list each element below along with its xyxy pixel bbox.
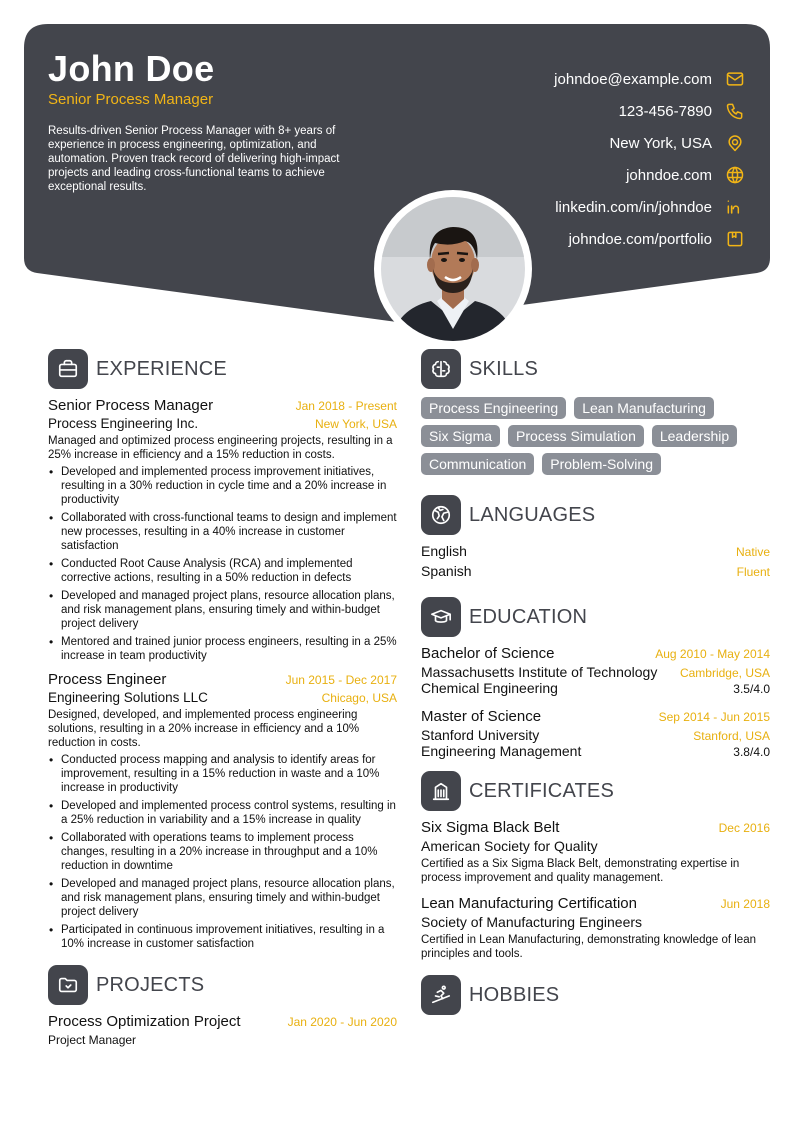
- skill-tag: Problem-Solving: [542, 453, 661, 475]
- language-name: English: [421, 543, 467, 559]
- job-bullet: • Participated in continuous improvement initiatives, resulting in a 10% increase in customer satisfaction: [48, 923, 397, 951]
- contact-linkedin[interactable]: [554, 191, 746, 223]
- experience-title: EXPERIENCE: [96, 357, 227, 380]
- job-location: New York, USA: [314, 417, 397, 431]
- certificate-org: Society of Manufacturing Engineers: [421, 914, 643, 930]
- skill-tag: Communication: [421, 453, 534, 475]
- contact-email-text[interactable]: johndoe@example.com: [554, 70, 712, 88]
- building-icon: [421, 771, 461, 811]
- job-bullet: • Developed and managed project plans, resource allocation plans, and risk management plans, ensuring timely and within-budget project delivery: [48, 877, 397, 919]
- resume-header: [24, 24, 770, 324]
- contact-portfolio-text[interactable]: johndoe.com/portfolio: [568, 230, 712, 248]
- phone-icon: [724, 100, 746, 122]
- skill-tag: Lean Manufacturing: [574, 397, 714, 419]
- contact-linkedin-text[interactable]: linkedin.com/in/johndoe: [555, 198, 712, 216]
- language-level: Native: [735, 545, 770, 559]
- degree-name: Bachelor of Science: [421, 645, 555, 662]
- language-row: [421, 543, 770, 563]
- skiing-icon: [421, 975, 461, 1015]
- job-title: Senior Process Manager: [48, 397, 214, 414]
- folder-icon: [48, 965, 88, 1005]
- certificate-name: Lean Manufacturing Certification: [421, 895, 637, 912]
- hobbies-section-header: [421, 975, 770, 1015]
- skills-title: SKILLS: [469, 357, 539, 380]
- linkedin-icon: [724, 196, 746, 218]
- job-bullet: • Collaborated with cross-functional teams to design and implement new processes, resulting in a 40% increase in customer satisfaction: [48, 511, 397, 553]
- education-entry: [421, 645, 770, 696]
- job-company: Engineering Solutions LLC: [48, 690, 208, 705]
- certificate-date: Jun 2018: [720, 897, 770, 911]
- certificate-date: Dec 2016: [718, 821, 770, 835]
- profile-photo: [374, 190, 532, 348]
- languages-section-header: [421, 495, 770, 535]
- project-entry: [48, 1013, 397, 1047]
- contact-location-text: New York, USA: [609, 134, 712, 152]
- job-bullet: • Developed and implemented process control systems, resulting in a 25% reduction in variability and a 15% increase in quality: [48, 799, 397, 827]
- skill-tag: Leadership: [652, 425, 737, 447]
- certificate-description: Certified as a Six Sigma Black Belt, demonstrating expertise in process improvement and quality management.: [421, 858, 740, 884]
- gpa: 3.8/4.0: [733, 745, 770, 759]
- certificate-name: Six Sigma Black Belt: [421, 819, 560, 836]
- projects-title: PROJECTS: [96, 973, 205, 996]
- job-bullet: • Conducted process mapping and analysis to identify areas for improvement, resulting in a 15% reduction in waste and a 10% increase in productivity: [48, 753, 397, 795]
- languages-list: [421, 543, 770, 583]
- profile-photo-image: [381, 197, 525, 341]
- school-name: Massachusetts Institute of Technology: [421, 664, 658, 680]
- job-bullet: • Collaborated with operations teams to implement process changes, resulting in a 20% increase in throughput and a 10% reduction in downtime: [48, 831, 397, 873]
- language-level: Fluent: [736, 565, 770, 579]
- profile-summary: Results-driven Senior Process Manager with 8+ years of experience in process engineering, optimization, and automation. Proven track record of delivering high-impact projects and leading cross-functional teams to achieve exceptional results.: [48, 125, 340, 193]
- briefcase-icon: [48, 349, 88, 389]
- education-date: Aug 2010 - May 2014: [655, 647, 770, 661]
- right-column: [421, 349, 770, 1023]
- language-row: [421, 563, 770, 583]
- job-bullets: [48, 753, 397, 951]
- job-description: Managed and optimized process engineering projects, resulting in a 25% increase in efficiency and a 15% reduction in costs.: [48, 435, 393, 461]
- certificate-description: Certified in Lean Manufacturing, demonstrating knowledge of lean principles and tools.: [421, 934, 756, 960]
- contact-list: [554, 63, 746, 255]
- contact-portfolio[interactable]: [554, 223, 746, 255]
- job-entry: [48, 671, 397, 951]
- location-pin-icon: [724, 132, 746, 154]
- certificates-section-header: [421, 771, 770, 811]
- contact-website-text[interactable]: johndoe.com: [626, 166, 712, 184]
- project-name: Process Optimization Project: [48, 1013, 241, 1030]
- skills-list: [421, 397, 751, 481]
- skills-section-header: [421, 349, 770, 389]
- job-description: Designed, developed, and implemented process engineering solutions, resulting in a 20% increase in efficiency and a 10% reduction in costs.: [48, 709, 360, 749]
- gpa: 3.5/4.0: [733, 682, 770, 696]
- education-title: EDUCATION: [469, 605, 588, 628]
- contact-phone-text[interactable]: 123-456-7890: [618, 102, 712, 120]
- education-section-header: [421, 597, 770, 637]
- contact-phone[interactable]: [554, 95, 746, 127]
- projects-section-header: [48, 965, 397, 1005]
- job-location: Chicago, USA: [321, 691, 397, 705]
- experience-section-header: [48, 349, 397, 389]
- job-bullet: • Developed and implemented process improvement initiatives, resulting in a 30% reduction in cycle time and a 20% increase in productivity: [48, 465, 397, 507]
- skill-tag: Process Engineering: [421, 397, 566, 419]
- skill-tag: Process Simulation: [508, 425, 644, 447]
- field-of-study: Chemical Engineering: [421, 680, 558, 696]
- job-date: Jan 2018 - Present: [295, 399, 397, 413]
- project-role: Project Manager: [48, 1033, 137, 1047]
- globe-icon: [724, 164, 746, 186]
- degree-name: Master of Science: [421, 708, 542, 725]
- mail-icon: [724, 68, 746, 90]
- languages-title: LANGUAGES: [469, 503, 596, 526]
- job-bullet: • Mentored and trained junior process engineers, resulting in a 25% increase in team productivity: [48, 635, 397, 663]
- hobbies-title: HOBBIES: [469, 983, 560, 1006]
- job-title: Process Engineer: [48, 671, 167, 688]
- contact-website[interactable]: [554, 159, 746, 191]
- job-company: Process Engineering Inc.: [48, 416, 199, 431]
- certificates-title: CERTIFICATES: [469, 779, 615, 802]
- certificate-entry: [421, 895, 770, 961]
- language-name: Spanish: [421, 563, 472, 579]
- field-of-study: Engineering Management: [421, 743, 582, 759]
- school-location: Cambridge, USA: [679, 666, 770, 680]
- education-date: Sep 2014 - Jun 2015: [658, 710, 770, 724]
- project-date: Jan 2020 - Jun 2020: [287, 1015, 397, 1029]
- graduation-cap-icon: [421, 597, 461, 637]
- education-entry: [421, 708, 770, 759]
- portfolio-icon: [724, 228, 746, 250]
- language-icon: [421, 495, 461, 535]
- job-bullet: • Conducted Root Cause Analysis (RCA) and implemented corrective actions, resulting in a 50% reduction in defects: [48, 557, 397, 585]
- contact-location: [554, 127, 746, 159]
- candidate-title: Senior Process Manager: [48, 91, 214, 108]
- school-location: Stanford, USA: [693, 729, 770, 743]
- job-bullet: • Developed and managed project plans, resource allocation plans, and risk management plans, ensuring timely and within-budget project delivery: [48, 589, 397, 631]
- candidate-name: John Doe: [48, 48, 215, 89]
- job-entry: [48, 397, 397, 663]
- left-column: [48, 349, 397, 1055]
- brain-icon: [421, 349, 461, 389]
- certificate-entry: [421, 819, 770, 885]
- job-bullets: [48, 465, 397, 663]
- skill-tag: Six Sigma: [421, 425, 500, 447]
- school-name: Stanford University: [421, 727, 540, 743]
- contact-email[interactable]: [554, 63, 746, 95]
- job-date: Jun 2015 - Dec 2017: [285, 673, 397, 687]
- certificate-org: American Society for Quality: [421, 838, 598, 854]
